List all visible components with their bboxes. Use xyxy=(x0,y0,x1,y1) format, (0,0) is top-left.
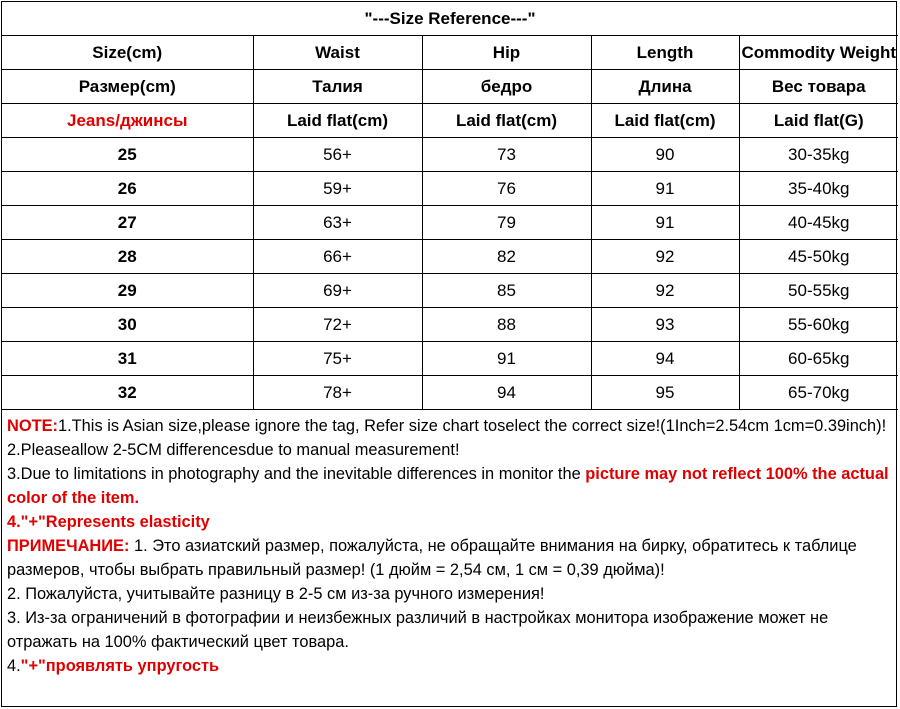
ru-note-highlight: "+"проявлять упругость xyxy=(20,657,220,675)
header-cell: Hip xyxy=(422,36,591,70)
size-cell: 27 xyxy=(2,206,253,240)
size-cell: 29 xyxy=(2,274,253,308)
value-cell: 69+ xyxy=(253,274,422,308)
value-cell: 92 xyxy=(591,240,739,274)
table-row xyxy=(2,274,898,308)
value-cell: 94 xyxy=(422,376,591,410)
size-cell: 32 xyxy=(2,376,253,410)
unit-cell: Laid flat(G) xyxy=(739,104,898,138)
header-cell: Вес товара xyxy=(739,70,898,104)
ru-note-2: 2. Пожалуйста, учитывайте разницу в 2-5 см из-за ручного измерения! xyxy=(7,585,545,603)
header-row-en xyxy=(2,36,898,70)
size-cell: 26 xyxy=(2,172,253,206)
value-cell: 85 xyxy=(422,274,591,308)
value-cell: 35-40kg xyxy=(739,172,898,206)
value-cell: 40-45kg xyxy=(739,206,898,240)
size-cell: 31 xyxy=(2,342,253,376)
table-row xyxy=(2,342,898,376)
header-cell: Commodity Weight xyxy=(739,36,898,70)
table-row xyxy=(2,240,898,274)
value-cell: 73 xyxy=(422,138,591,172)
value-cell: 78+ xyxy=(253,376,422,410)
table-row xyxy=(2,206,898,240)
value-cell: 91 xyxy=(422,342,591,376)
note-label: NOTE: xyxy=(7,417,58,435)
note-2: 2.Pleaseallow 2-5CM differencesdue to manual measurement! xyxy=(7,441,460,459)
note-text: 1.This is Asian size,please ignore the tag, Refer size chart toselect the correct size!(1Inch=2.54cm 1cm=0.39inch)! xyxy=(58,417,887,435)
header-cell: бедро xyxy=(422,70,591,104)
note-4: 4."+"Represents elasticity xyxy=(7,513,210,531)
size-reference-sheet xyxy=(1,1,897,707)
table-title: "---Size Reference---" xyxy=(2,2,898,36)
value-cell: 59+ xyxy=(253,172,422,206)
size-cell: 30 xyxy=(2,308,253,342)
value-cell: 93 xyxy=(591,308,739,342)
ru-note-3: 3. Из-за ограничений в фотографии и неизбежных различий в настройках монитора изображение может не отражать на 100% фактический цвет товара. xyxy=(7,609,829,651)
value-cell: 90 xyxy=(591,138,739,172)
value-cell: 30-35kg xyxy=(739,138,898,172)
value-cell: 60-65kg xyxy=(739,342,898,376)
table-row xyxy=(2,308,898,342)
unit-cell: Laid flat(cm) xyxy=(422,104,591,138)
value-cell: 92 xyxy=(591,274,739,308)
ru-note-num: 4. xyxy=(7,657,21,675)
value-cell: 55-60kg xyxy=(739,308,898,342)
value-cell: 56+ xyxy=(253,138,422,172)
ru-note-label: ПРИМЕЧАНИЕ: xyxy=(7,537,130,555)
notes-section xyxy=(2,410,896,678)
unit-cell: Laid flat(cm) xyxy=(253,104,422,138)
category-label: Jeans/джинсы xyxy=(2,104,253,138)
value-cell: 88 xyxy=(422,308,591,342)
size-rows xyxy=(2,138,898,410)
header-cell: Размер(cm) xyxy=(2,70,253,104)
value-cell: 76 xyxy=(422,172,591,206)
header-cell: Length xyxy=(591,36,739,70)
size-table xyxy=(2,2,898,410)
ru-note-1 xyxy=(7,534,891,582)
value-cell: 63+ xyxy=(253,206,422,240)
table-row xyxy=(2,138,898,172)
size-cell: 28 xyxy=(2,240,253,274)
value-cell: 66+ xyxy=(253,240,422,274)
value-cell: 50-55kg xyxy=(739,274,898,308)
ru-note-4 xyxy=(7,654,891,678)
note-highlight: picture may not reflect 100% the actual color of the item. xyxy=(7,465,889,507)
title-row xyxy=(2,2,898,36)
header-cell: Длина xyxy=(591,70,739,104)
value-cell: 75+ xyxy=(253,342,422,376)
ru-note-text: 1. Это азиатский размер, пожалуйста, не обращайте внимания на бирку, обратитесь к таблице размеров, чтобы выбрать правильный размер! (1 дюйм = 2,54 см, 1 см = 0,39 дюйма)! xyxy=(7,537,857,579)
value-cell: 65-70kg xyxy=(739,376,898,410)
header-row-ru xyxy=(2,70,898,104)
table-row xyxy=(2,172,898,206)
table-row xyxy=(2,376,898,410)
header-cell: Size(cm) xyxy=(2,36,253,70)
header-cell: Талия xyxy=(253,70,422,104)
value-cell: 45-50kg xyxy=(739,240,898,274)
value-cell: 91 xyxy=(591,206,739,240)
value-cell: 72+ xyxy=(253,308,422,342)
value-cell: 94 xyxy=(591,342,739,376)
size-cell: 25 xyxy=(2,138,253,172)
note-1 xyxy=(7,414,891,438)
value-cell: 91 xyxy=(591,172,739,206)
note-3 xyxy=(7,462,891,510)
category-row xyxy=(2,104,898,138)
header-cell: Waist xyxy=(253,36,422,70)
value-cell: 79 xyxy=(422,206,591,240)
value-cell: 95 xyxy=(591,376,739,410)
note-text: 3.Due to limitations in photography and the inevitable differences in monitor the xyxy=(7,465,586,483)
value-cell: 82 xyxy=(422,240,591,274)
unit-cell: Laid flat(cm) xyxy=(591,104,739,138)
